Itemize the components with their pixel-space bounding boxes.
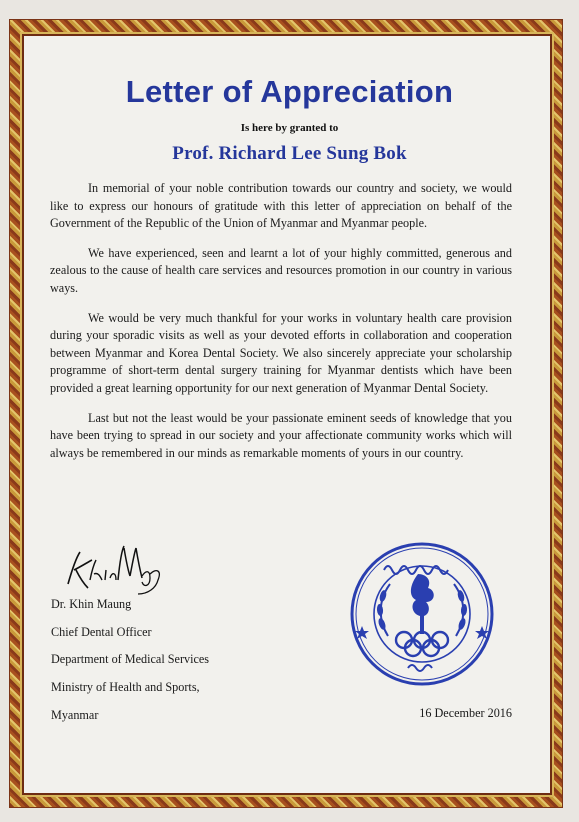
signatory-ministry: Ministry of Health and Sports, [51,680,200,694]
paragraph: We would be very much thankful for your works in voluntary health care provision during your sporadic visits as well as your devoted efforts in collaboration and cooperation between Myanmar and Korea Dental Society. We also sincerely appreciate your scholarship programme of short-term dental surgery training for Myanmar dentists which have been provided a great learning opportunity for our next generation of Myanmar Dental Society. [50,310,512,395]
recipient-name: Prof. Richard Lee Sung Bok [172,143,407,164]
paragraph: Last but not the least would be your passionate eminent seeds of knowledge that you have been trying to spread in our society and your affectionate community works which will always be remembered in our minds as remarkable moments of yours in our country. [50,410,512,460]
certificate-title: Letter of Appreciation [125,74,454,109]
signatory-name: Dr. Khin Maung [51,597,132,611]
certificate-subtitle: Is here by granted to [240,122,339,134]
signature [58,540,168,600]
issue-date: 16 December 2016 [419,706,512,720]
official-seal-icon [348,540,496,688]
paragraph: In memorial of your noble contribution towards our country and society, we would like to express our honours of gratitude with this letter of appreciation on behalf of the Government of the Republic of the Union of Myanmar and Myanmar people. [50,181,512,231]
signatory-position: Chief Dental Officer [51,625,152,639]
paragraph: We have experienced, seen and learnt a lot of your highly committed, generous and zealous to the cause of health care services and resources promotion in our country in various ways. [50,245,512,295]
signatory-department: Department of Medical Services [51,652,210,666]
letter-body [50,180,512,474]
signatory-country: Myanmar [51,708,99,722]
